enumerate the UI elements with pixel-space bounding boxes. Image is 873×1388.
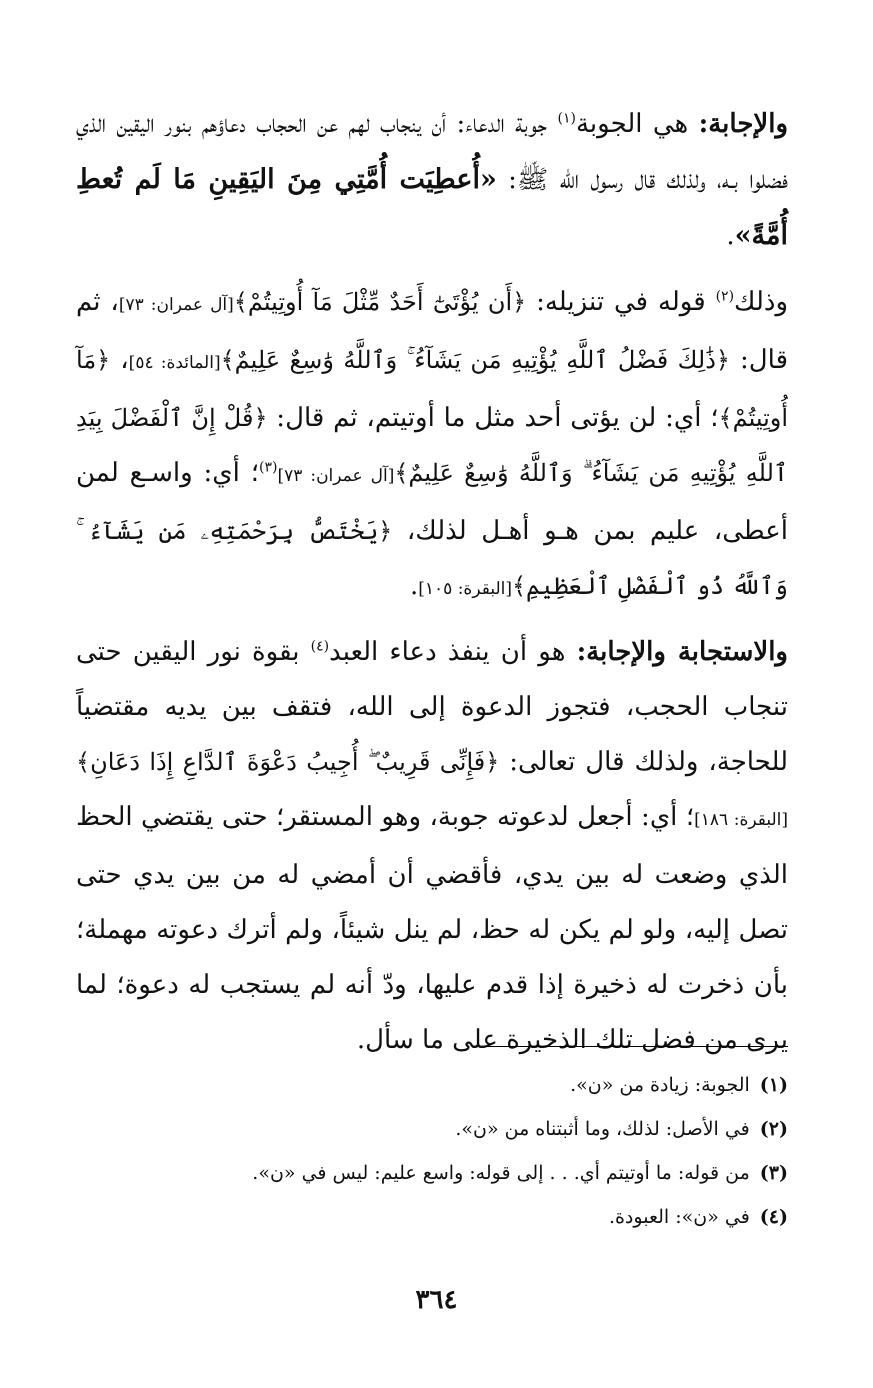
footnote-2 <box>76 1107 788 1151</box>
text: هي الجوبة <box>575 109 699 139</box>
text: . <box>409 571 419 601</box>
verse-reference: [البقرة: ١٠٥] <box>418 579 512 599</box>
text: ، ثم قال: <box>76 287 789 375</box>
footnote-3 <box>76 1151 788 1195</box>
quran-verse: ﴿يَخْتَصُّ بِرَحْمَتِهِۦ مَن يَشَآءُ ۚ وَٱللَّهُ ذُو ٱلْفَضْلِ ٱلْعَظِيمِ﴾ <box>76 517 788 600</box>
footnote-4 <box>76 1195 788 1239</box>
text: قوله في تنزيله: <box>526 287 716 317</box>
footnote-number: (١) <box>759 1074 788 1096</box>
footnote-text: من قوله: ما أوتيتم أي. . . إلى قوله: واسع عليم: ليس في «ن». <box>252 1162 750 1184</box>
term-ijaba: والإجابة: <box>698 109 788 139</box>
quran-verse: ﴿أَن يُؤْتَىٰٓ أَحَدٌ مِّثْلَ مَآ أُوتِيتُمْ﴾ <box>233 288 527 316</box>
footnote-ref-4[interactable]: (٤) <box>310 638 330 655</box>
paragraph-tanzil <box>76 275 788 617</box>
term-istijaba: والاستجابة والإجابة: <box>576 637 788 667</box>
footnote-1 <box>76 1063 788 1107</box>
footnote-number: (٤) <box>759 1206 788 1228</box>
footnote-divider <box>485 1046 788 1047</box>
paragraph-ijaba <box>76 97 788 264</box>
text: ؛ أي: لن يؤتى أحد مثل ما أوتيتم، ثم قال: <box>267 403 719 433</box>
text: ؛ أي: واسـع لمن أعطى، عليم بمن هـو أهـل لذلك، <box>76 458 788 546</box>
verse-reference: [آل عمران: ٧٣] <box>118 295 234 315</box>
text: بقوة نور اليقين حتى تنجاب الحجب، فتجوز الدعوة إلى الله، فتقف بين يديه مقتضياً للحاجة، ولذلك قال تعالى: <box>76 637 788 777</box>
hadith-quote: «أُعطِيَت أُمَّتِي مِنَ اليَقِينِ مَا لَم تُعطِ أُمَّةً» <box>76 164 788 251</box>
text: ؛ أي: أجعل لدعوته جوبة، وهو المستقر؛ حتى يقتضي الحظ الذي وضعت له بين يدي، فأقضي أن أمضي له من بين يدي حتى تصل إليه، ولو لم يكن له حظ، لم ينل شيئاً، ولم أترك دعوته مهملة؛ بأن ذخرت له ذخيرة إذا قدم عليها، ودّ أنه لم يستجب له دعوة؛ لما يرى من فضل تلك الذخيرة على ما سأل. <box>76 802 788 1055</box>
verse-reference: [آل عمران: ٧٣] <box>277 466 395 486</box>
footnote-ref-1[interactable]: (١) <box>557 110 576 127</box>
text: جوبة الدعاء: أن ينجاب لهم عن الحجاب دعاؤهم بنور اليقين الذي فضلوا بـه، ولذلك قال رسول الله ﷺ: <box>76 109 788 195</box>
paragraph-istijaba <box>76 625 788 1068</box>
text: وذلك <box>734 287 788 317</box>
footnote-ref-3[interactable]: (٣) <box>258 459 278 476</box>
quran-verse: ﴿فَإِنِّى قَرِيبٌ ۖ أُجِيبُ دَعْوَةَ ٱلدَّاعِ إِذَا دَعَانِ﴾ <box>76 748 500 776</box>
text: هو أن ينفذ دعاء العبد <box>329 637 577 667</box>
quran-verse: ﴿ذَٰلِكَ فَضْلُ ٱللَّهِ يُؤْتِيهِ مَن يَشَآءُ ۚ وَٱللَّهُ وَٰسِعٌ عَلِيمٌ﴾ <box>220 346 730 374</box>
footnote-ref-2[interactable]: (٢) <box>715 288 735 305</box>
page-number: ٣٦٤ <box>415 1285 458 1315</box>
footnote-text: في الأصل: لذلك، وما أثبتناه من «ن». <box>455 1118 750 1140</box>
footnote-number: (٢) <box>759 1118 788 1140</box>
footnotes <box>76 1063 788 1239</box>
footnote-text: الجوبة: زيادة من «ن». <box>570 1074 750 1096</box>
verse-reference: [البقرة: ١٨٦] <box>694 810 788 830</box>
text: . <box>726 221 735 251</box>
footnote-text: في «ن»: العبودة. <box>608 1206 750 1228</box>
quran-verse: ﴿قُلْ إِنَّ ٱلْفَضْلَ بِيَدِ ٱللَّهِ يُؤْتِيهِ مَن يَشَآءُ ۗ وَٱللَّهُ وَٰسِعٌ عَلِيمٌ﴾ <box>76 404 788 487</box>
verse-reference: [المائدة: ٥٤] <box>128 353 221 373</box>
text: ، <box>110 345 129 375</box>
quran-verse: ﴿مَآ أُوتِيتُمْ﴾ <box>76 346 789 432</box>
footnote-number: (٣) <box>759 1162 788 1184</box>
